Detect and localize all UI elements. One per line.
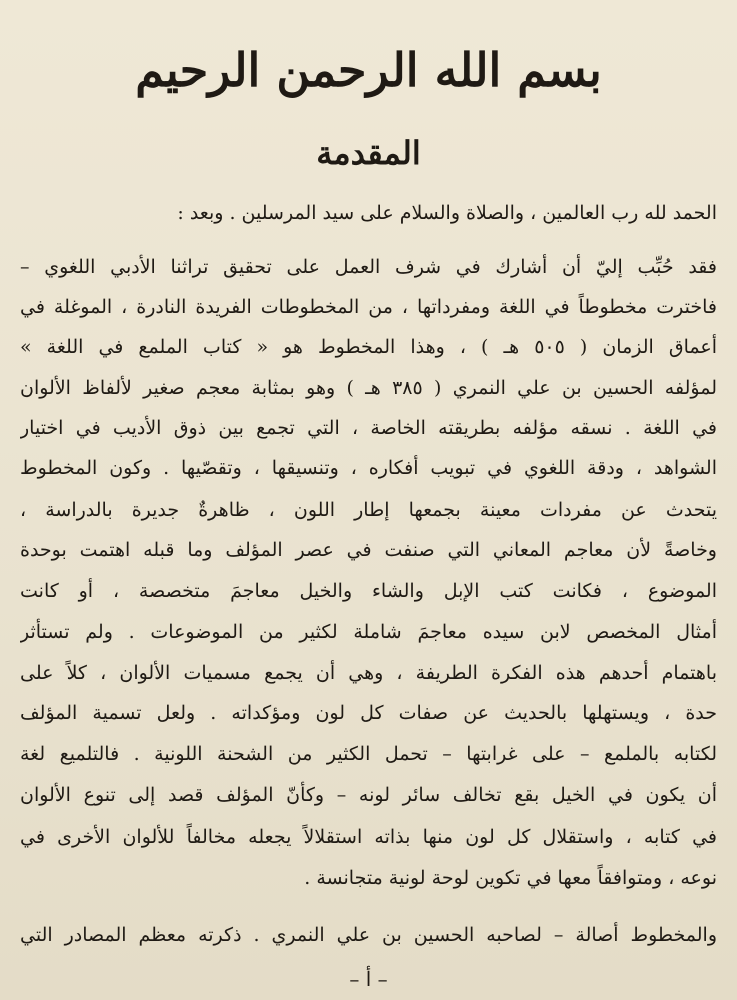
body-line: أمثال المخصص لابن سيده معاجمَ شاملة لكثير من الموضوعات . ولم تستأثر [20,621,717,643]
opening-line: الحمد لله رب العالمين ، والصلاة والسلام على سيد المرسلين . وبعد : [177,202,717,224]
body-line: في كتابه ، واستقلال كل لون منها بذاته استقلالاً يجعله مخالفاً للألوان الأخرى في [20,826,717,848]
body-line: الموضوع ، فكانت كتب الإبل والشاء والخيل معاجمَ متخصصة ، أو كانت [20,580,717,602]
basmala-calligraphy: بسم الله الرحمن الرحيم [135,43,602,97]
body-line: حدة ، ويستهلها بالحديث عن صفات كل لون ومؤكداته . ولعل تسمية المؤلف [20,702,717,724]
body-line: لمؤلفه الحسين بن علي النمري ( ٣٨٥ هـ ) وهو بمثابة معجم صغير لألفاظ الألوان [20,377,717,399]
body-line: فاخترت مخطوطاً في اللغة ومفرداتها ، من المخطوطات الفريدة النادرة ، الموغلة في [20,296,717,318]
body-line: الشواهد ، ودقة اللغوي في تبويب أفكاره ، وتنسيقها ، وتقصّيها . وكون المخطوط [20,457,717,479]
closing-line: والمخطوط أصالة – لصاحبه الحسين بن علي النمري . ذكرته معظم المصادر التي [20,924,717,946]
section-heading: المقدمة [316,134,421,172]
body-line: باهتمام أحدهم هذه الفكرة الطريفة ، وهي أن يجمع مسميات الألوان ، كلاً على [20,662,717,684]
body-line: يتحدث عن مفردات معينة بجمعها إطار اللون ، ظاهرةٌ جديرة بالدراسة ، [20,499,717,521]
body-line: نوعه ، ومتوافقاً معها في تكوين لوحة لونية متجانسة . [304,867,717,889]
body-line: لكتابه بالملمع – على غرابتها – تحمل الكثير من الشحنة اللونية . فالتلميع لغة [20,743,717,765]
body-line: أعماق الزمان ( ٥٠٥ هـ ) ، وهذا المخطوط هو « كتاب الملمع في اللغة » [20,336,717,358]
body-line: أن يكون في الخيل بقع تخالف سائر لونه – وكأنّ المؤلف قصد إلى تنوع الألوان [20,784,717,806]
body-line: فقد حُبِّب إليّ أن أشارك في شرف العمل على تحقيق تراثنا الأدبي اللغوي – [20,256,717,278]
page-number: – أ – [349,967,388,991]
body-line: وخاصةً لأن معاجم المعاني التي صنفت في عصر المؤلف وما قبله اهتمت بوحدة [20,539,717,561]
body-line: في اللغة . نسقه مؤلفه بطريقته الخاصة ، التي تجمع بين ذوق الأديب في اختيار [20,417,717,439]
